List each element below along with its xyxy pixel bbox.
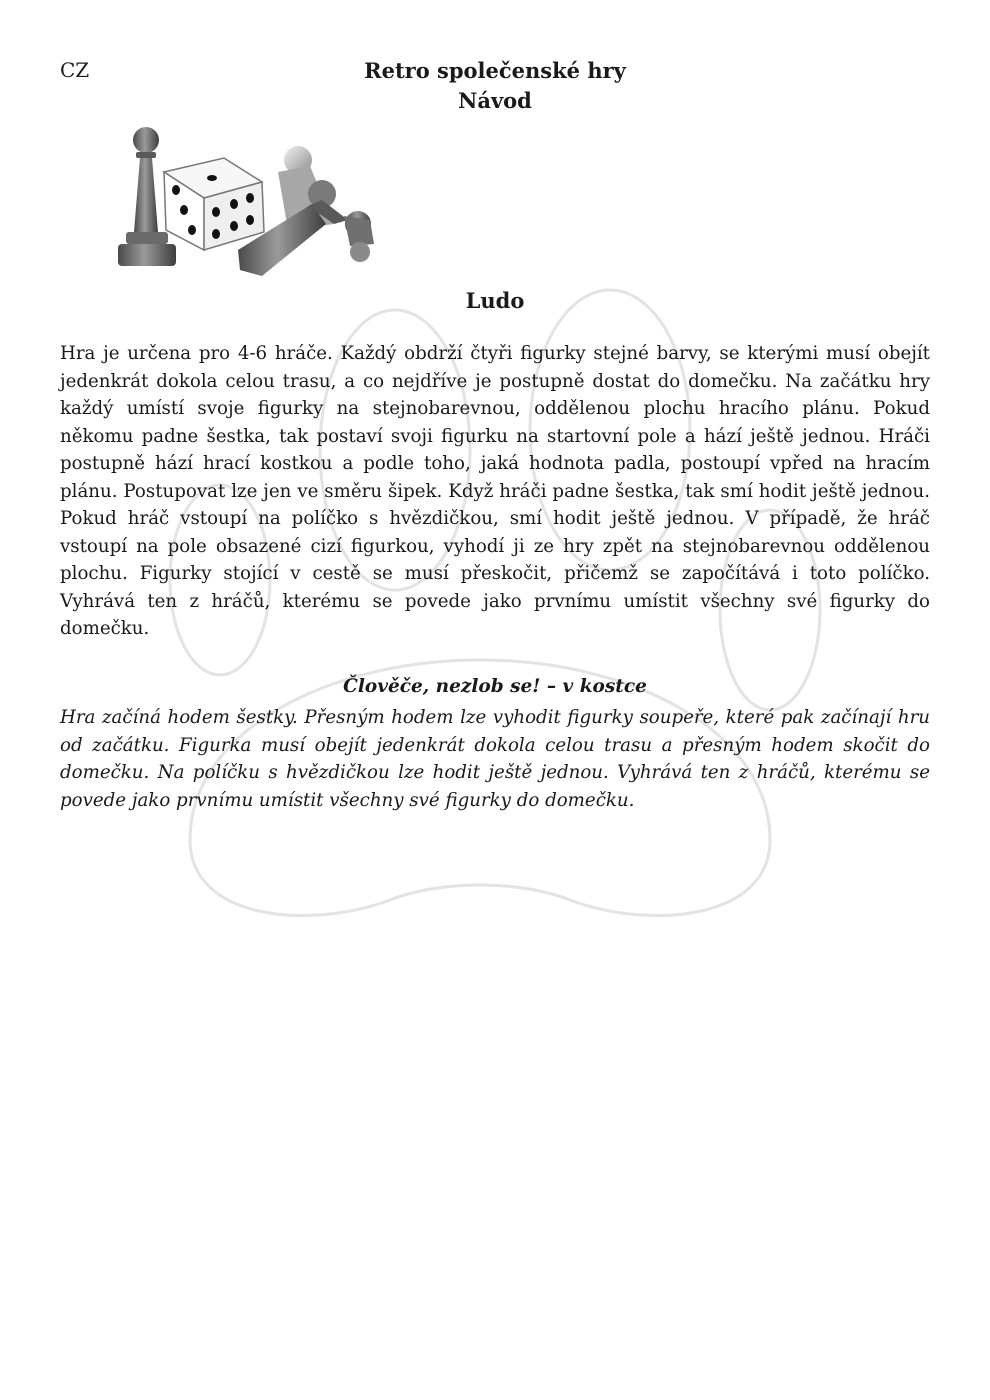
ludo-heading: Ludo bbox=[465, 288, 525, 313]
title-block bbox=[0, 56, 990, 116]
page-subtitle: Návod bbox=[458, 88, 532, 113]
summary-heading: Člověče, nezlob se! – v kostce bbox=[343, 676, 647, 697]
game-pieces-illustration bbox=[112, 120, 398, 278]
page-title: Retro společenské hry bbox=[364, 58, 626, 83]
dice-icon bbox=[164, 158, 264, 250]
summary-paragraph: Hra začíná hodem šestky. Přesným hodem lze vyhodit figurky soupeře, které pak začínají hru od začátku. Figurka musí obejít jedenkrát dokola celou trasu a přesným hodem skočit do domečku. Na políčku s hvězdičkou lze hodit ještě jednou. Vyhrává ten z hráčů, kterému se povede jako prvnímu umístit všechny své figurky do domečku. bbox=[60, 707, 930, 811]
language-code: CZ bbox=[60, 58, 90, 82]
ludo-rules-paragraph: Hra je určena pro 4-6 hráče. Každý obdrží čtyři figurky stejné barvy, se kterými musí obejít jedenkrát dokola celou trasu, a co nejdříve je postupně dostat do domečku. Na začátku hry každý umístí svoje figurky na stejnobarevnou, oddělenou plochu hracího plánu. Pokud někomu padne šestka, tak postaví svoji figurku na startovní pole a hází ještě jednou. Hráči postupně hází hrací kostkou a podle toho, jaká hodnota padla, postoupí vpřed na hracím plánu. Postupovat lze jen ve směru šipek. Když hráči padne šestka, tak smí hodit ještě jednou. Pokud hráč vstoupí na políčko s hvězdičkou, smí hodit ještě jednou. V případě, že hráč vstoupí na pole obsazené cizí figurkou, vyhodí ji ze hry zpět na stejnobarevnou oddělenou plochu. Figurky stojící v cestě se musí přeskočit, přičemž se započítává i toto políčko. Vyhrává ten z hráčů, kterému se povede jako prvnímu umístit všechny své figurky do domečku. bbox=[60, 343, 930, 639]
